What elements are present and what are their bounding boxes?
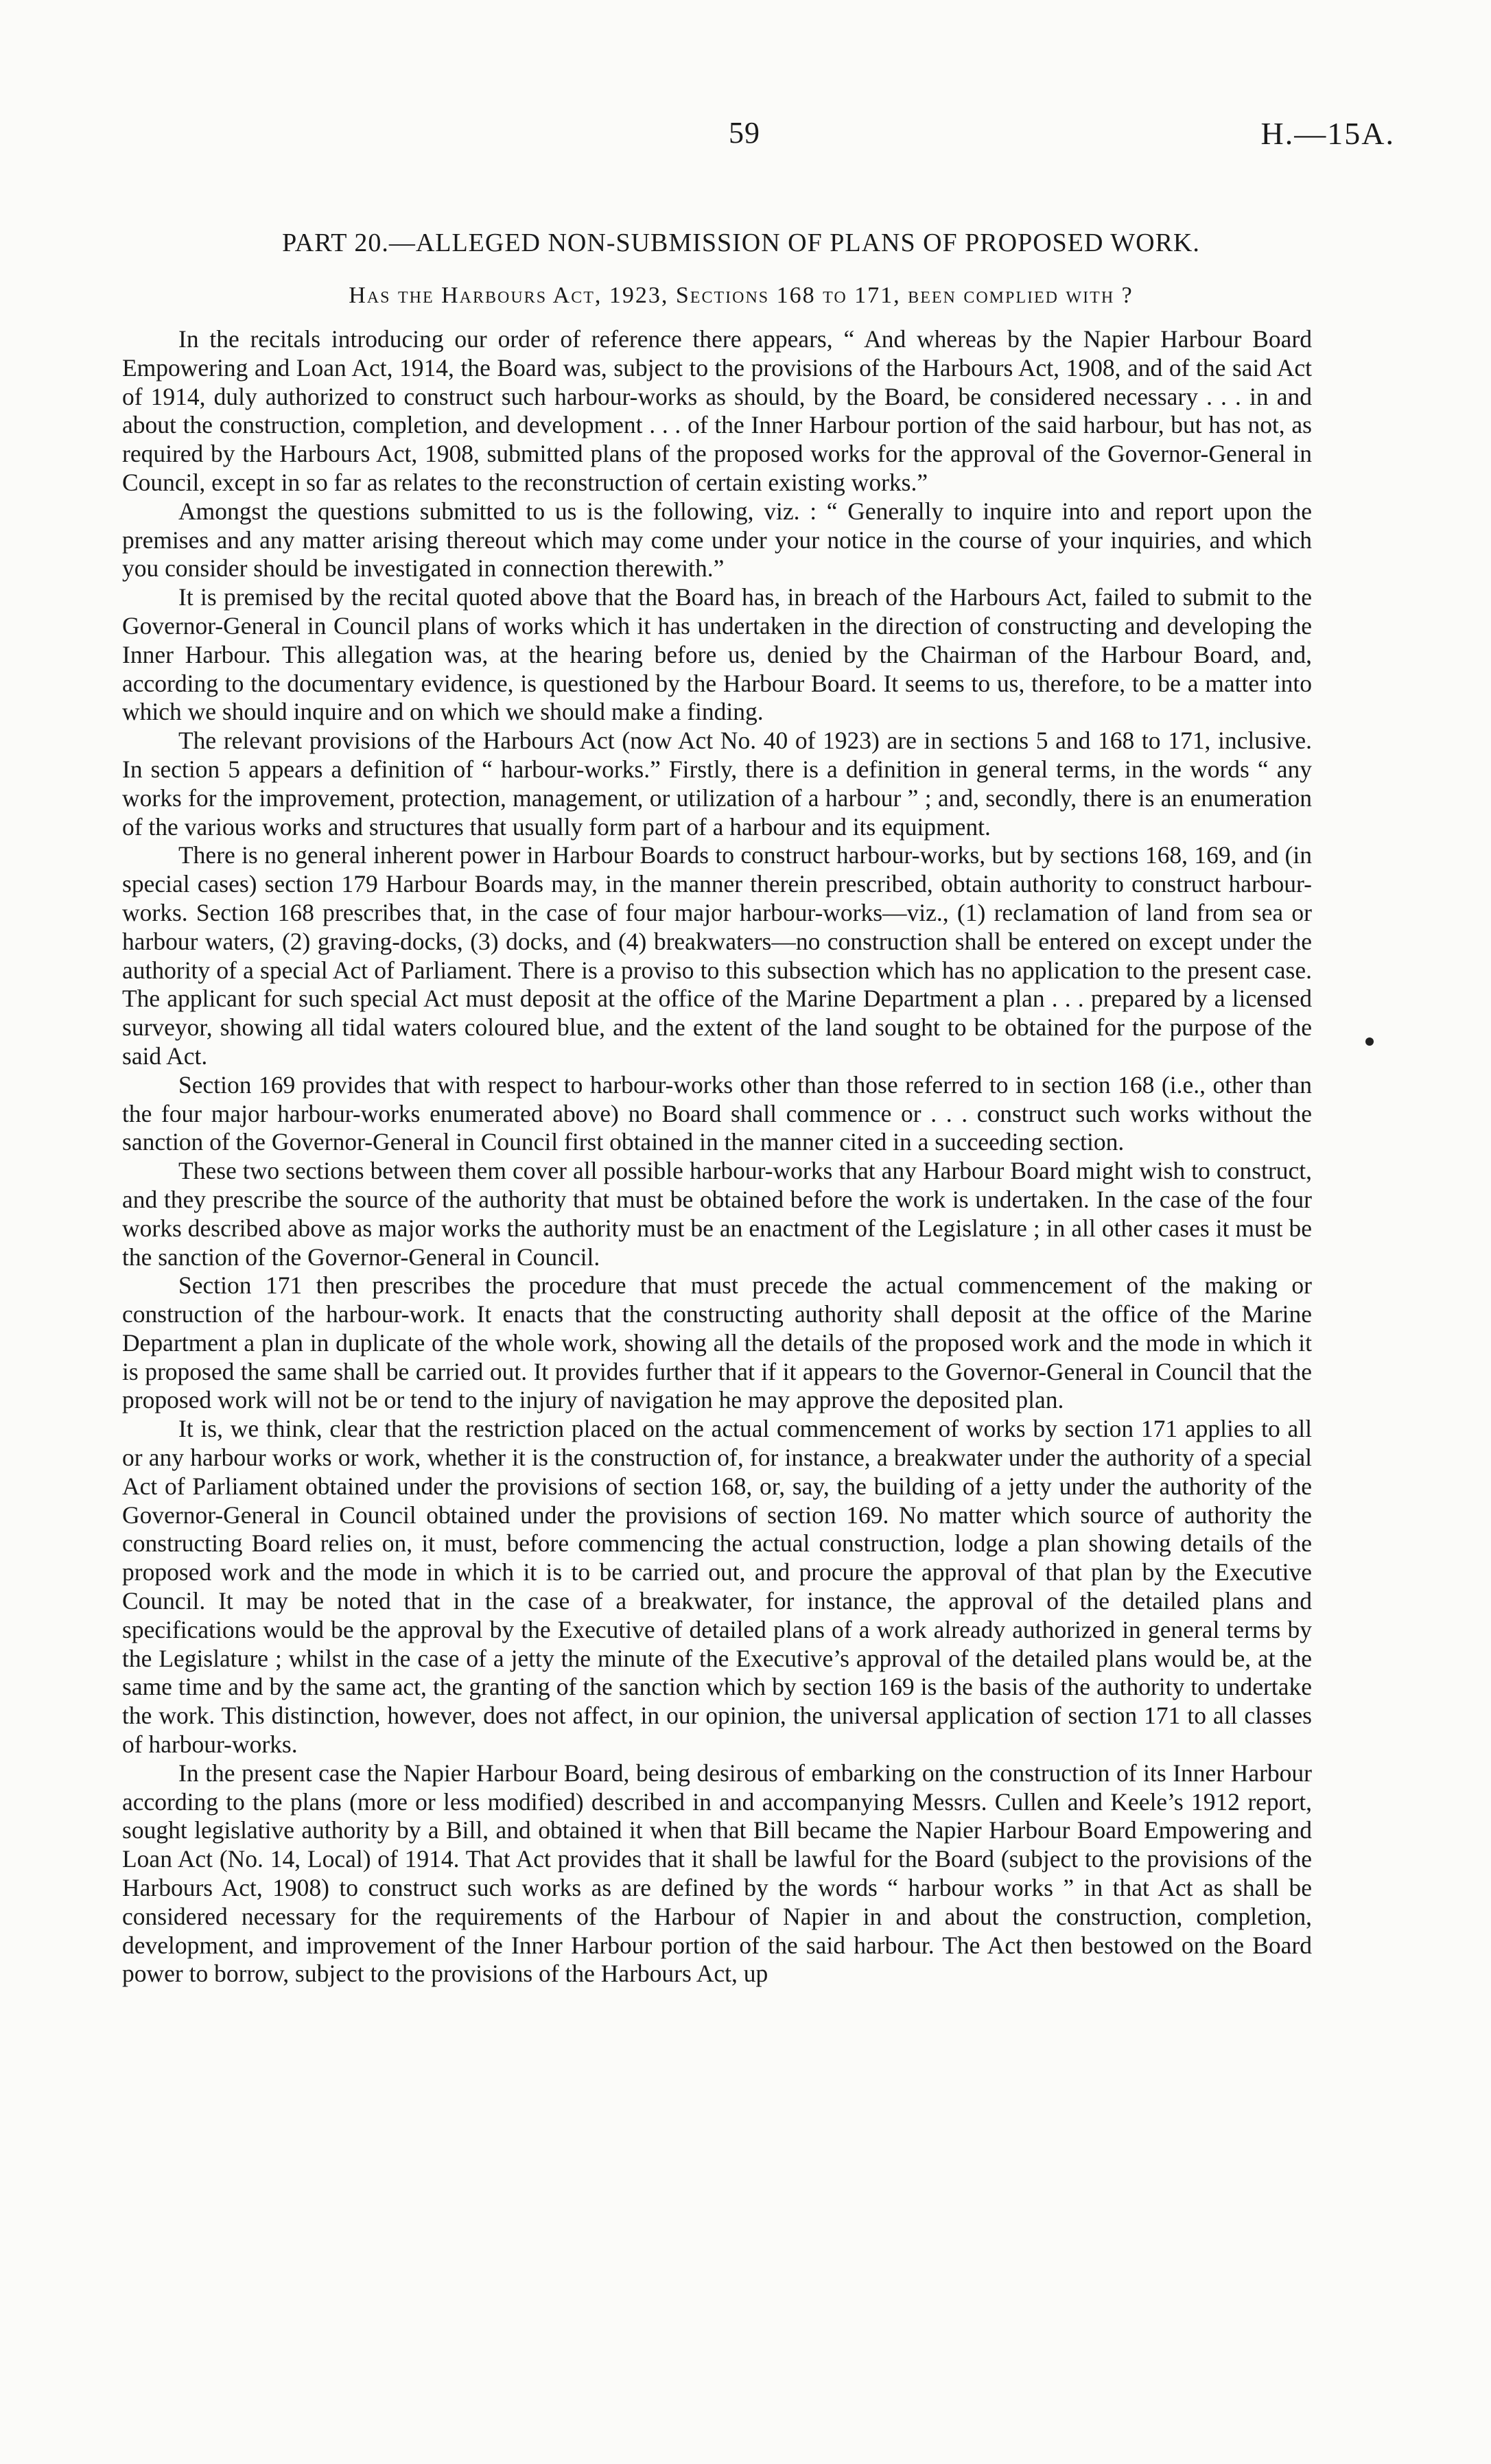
part-heading: PART 20.—ALLEGED NON-SUBMISSION OF PLANS OF PROPOSED WORK. [282, 228, 1200, 257]
section-question-heading: Has the Harbours Act, 1923, Sections 168 to 171, been complied with ? [349, 283, 1134, 308]
paragraph: It is, we think, clear that the restriction placed on the actual commencement of works by section 171 applies to all or any harbour works or work, whether it is the construction of, for instance, a breakwater under the authority of a special Act of Parliament obtained under the provisions of section 168, or, say, the building of a jetty under the authority of the Governor-General in Council obtained under the provisions of section 169. No matter which source of authority the constructing Board relies on, it must, before commencing the actual construction, lodge a plan showing details of the proposed work and the mode in which it is to be carried out, and procure the approval of that plan by the Executive Council. It may be noted that in the case of a breakwater, for instance, the approval of the detailed plans and specifications would be the approval by the Executive of detailed plans of a work already authorized in general terms by the Legislature ; whilst in the case of a jetty the minute of the Executive’s approval of the detailed plans would be, at the same time and by the same act, the granting of the sanction which by section 169 is the basis of the authority to undertake the work. This distinction, however, does not affect, in our opinion, the universal application of section 171 to all classes of harbour-works. [122, 1415, 1312, 1759]
paragraph: In the recitals introducing our order of reference there appears, “ And whereas by the Napier Harbour Board Empowering and Loan Act, 1914, the Board was, subject to the provisions of the Harbours Act, 1908, and of the said Act of 1914, duly authorized to construct such harbour-works as should, by the Board, be considered necessary . . . in and about the construction, completion, and development . . . of the Inner Harbour portion of the said harbour, but has not, as required by the Harbours Act, 1908, submitted plans of the proposed works for the approval of the Governor-General in Council, except in so far as relates to the reconstruction of certain existing works.” [122, 325, 1312, 496]
paragraph: Section 169 provides that with respect to harbour-works other than those referred to in section 168 (i.e., other than the four major harbour-works enumerated above) no Board shall commence or . . . construct such works without the sanction of the Governor-General in Council first obtained in the manner cited in a succeeding section. [122, 1070, 1312, 1156]
paragraph: The relevant provisions of the Harbours Act (now Act No. 40 of 1923) are in sections 5 and 168 to 171, inclusive. In section 5 appears a definition of “ harbour-works.” Firstly, there is a definition in general terms, in the words “ any works for the improvement, protection, management, or utilization of a harbour ” ; and, secondly, there is an enumeration of the various works and structures that usually form part of a harbour and its equipment. [122, 727, 1312, 841]
paragraph: Amongst the questions submitted to us is the following, viz. : “ Generally to inquire into and report upon the premises and any matter arising thereout which may come under your notice in the course of your inquiries, and which you consider should be investigated in connection therewith.” [122, 497, 1312, 583]
paragraph: These two sections between them cover all possible harbour-works that any Harbour Board might wish to construct, and they prescribe the source of the authority that must be obtained before the work is undertaken. In the case of the four works described above as major works the authority must be an enactment of the Legislature ; in all other cases it must be the sanction of the Governor-General in Council. [122, 1157, 1312, 1271]
page-number: 59 [729, 116, 760, 150]
document-reference: H.—15A. [1260, 116, 1395, 151]
margin-mark [1365, 1037, 1374, 1046]
paragraph: In the present case the Napier Harbour Board, being desirous of embarking on the construction of its Inner Harbour according to the plans (more or less modified) described in and accompanying Messrs. Cullen and Keele’s 1912 report, sought legislative authority by a Bill, and obtained it when that Bill became the Napier Harbour Board Empowering and Loan Act (No. 14, Local) of 1914. That Act provides that it shall be lawful for the Board (subject to the provisions of the Harbours Act, 1908) to construct such works as are defined by the words “ harbour works ” in that Act as shall be considered necessary for the requirements of the Harbour of Napier in and about the construction, completion, development, and improvement of the Inner Harbour portion of the said harbour. The Act then bestowed on the Board power to borrow, subject to the provisions of the Harbours Act, up [122, 1759, 1312, 1988]
paragraph: It is premised by the recital quoted above that the Board has, in breach of the Harbours Act, failed to submit to the Governor-General in Council plans of works which it has undertaken in the direction of constructing and developing the Inner Harbour. This allegation was, at the hearing before us, denied by the Chairman of the Harbour Board, and, according to the documentary evidence, is questioned by the Harbour Board. It seems to us, therefore, to be a matter into which we should inquire and on which we should make a finding. [122, 583, 1312, 726]
body-text [122, 325, 1312, 1988]
paragraph: There is no general inherent power in Harbour Boards to construct harbour-works, but by sections 168, 169, and (in special cases) section 179 Harbour Boards may, in the manner therein prescribed, obtain authority to construct harbour-works. Section 168 prescribes that, in the case of four major harbour-works—viz., (1) reclamation of land from sea or harbour waters, (2) graving-docks, (3) docks, and (4) breakwaters—no construction shall be entered on except under the authority of a special Act of Parliament. There is a proviso to this subsection which has no application to the present case. The applicant for such special Act must deposit at the office of the Marine Department a plan . . . prepared by a licensed surveyor, showing all tidal waters coloured blue, and the extent of the land sought to be obtained for the purpose of the said Act. [122, 841, 1312, 1070]
paragraph: Section 171 then prescribes the procedure that must precede the actual commencement of the making or construction of the harbour-work. It enacts that the constructing authority shall deposit at the office of the Marine Department a plan in duplicate of the whole work, showing all the details of the proposed work and the mode in which it is proposed the same shall be carried out. It provides further that if it appears to the Governor-General in Council that the proposed work will not be or tend to the injury of navigation he may approve the deposited plan. [122, 1271, 1312, 1414]
